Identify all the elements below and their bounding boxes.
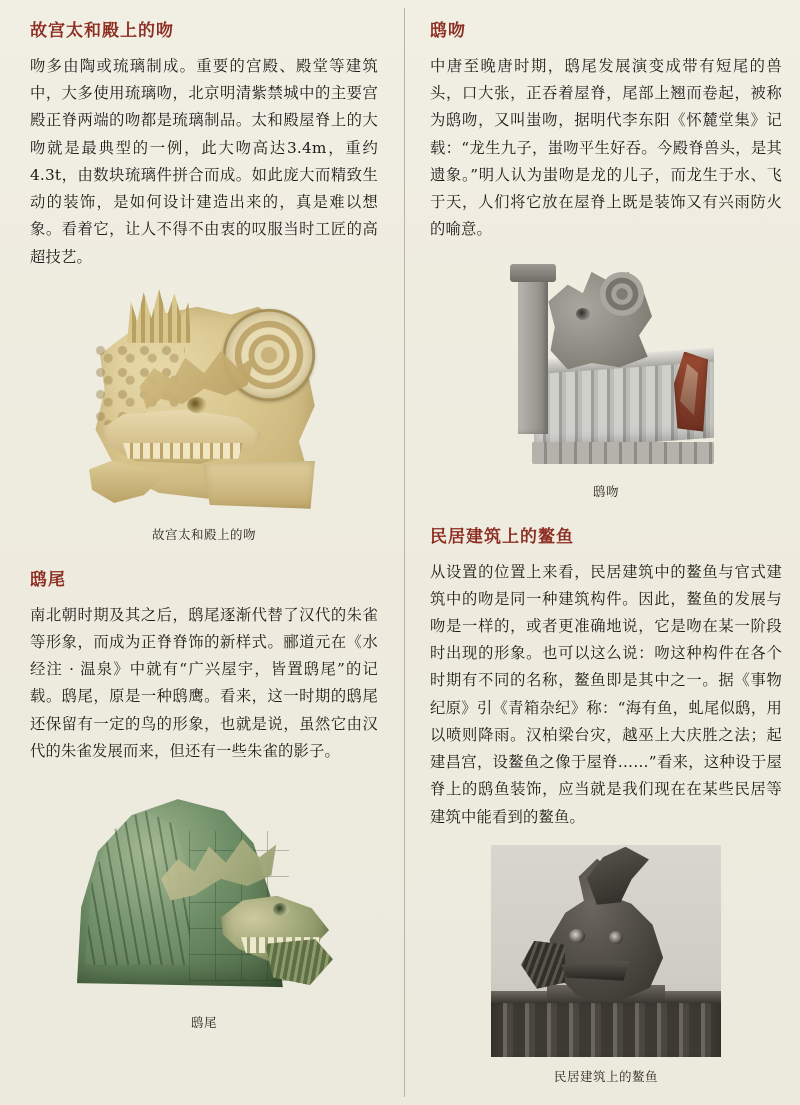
figure-caption-chiwei: 鸱尾 [190,1015,217,1031]
column-divider [404,8,405,1097]
dragon-teeth-shape [123,443,243,459]
figure-aoyu [430,845,782,1085]
eave-bracket-shape [532,442,714,464]
chiwen-eye-shape [576,308,590,320]
vertical-ridge-shape [518,274,548,434]
section-paragraph-chiwen: 中唐至晚唐时期，鸱尾发展演变成带有短尾的兽头，口大张，正吞着屋脊，尾部上翘而卷起，被称为鸱吻，又叫蚩吻，据明代李东阳《怀麓堂集》记载：“龙生九子，蚩吻平生好吞。今殿脊兽头，是其遗象。”明人认为蚩吻是龙的儿子，而龙生于水、飞于天，人们将它放在屋脊上既是装饰又有兴雨防火的喻意。 [430,57,782,239]
section-heading-taihedian-wen: 故宫太和殿上的吻 [30,21,174,41]
section-heading-aoyu: 民居建筑上的鳌鱼 [430,526,574,547]
aoyu-right-eye-shape [609,931,623,944]
aoyu-stone-fish-illustration [491,845,721,1057]
section-paragraph-aoyu: 从设置的位置上来看，民居建筑中的鳌鱼与官式建筑中的吻是同一种建筑构件。因此，鳌鱼的发展与吻是一样的，或者更准确地说，它是吻在某一阶段时出现的形象。也可以这么说：吻这种构件在各个时期有不同的名称，鳌鱼即是其中之一。据《事物纪原》引《青箱杂纪》称：“海有鱼，虬尾似鸱，用以喷则降雨。汉柏梁台灾，越巫上大庆胜之法；起建昌宫，设鳌鱼之像于屋脊……”看来，这种设于屋脊上的鸱鱼装饰，应当就是我们现在在某些民居等建筑中能看到的鳌鱼。 [430,562,782,826]
green-glazed-chiwei-illustration [69,779,339,1003]
chiwen-curled-tail-shape [600,272,644,316]
ridge-top-ornament-shape [510,264,556,282]
ridge-tile-block-shape [203,461,315,509]
figure-caption-chiwen: 鸱吻 [592,483,619,499]
figure-glazed-dragon-head [30,285,378,543]
chiwei-eye-shape [273,903,289,916]
glazed-dragon-head-illustration [83,285,325,515]
figure-chiwei [30,779,378,1031]
left-column [30,14,406,1095]
chiwen-on-tiled-roof-illustration [488,258,724,472]
right-column [406,14,782,1095]
figure-caption-aoyu: 民居建筑上的鳌鱼 [553,1068,658,1084]
figure-caption-glazed-dragon-head: 故宫太和殿上的吻 [151,526,256,542]
section-heading-chiwen: 鸱吻 [430,21,466,41]
section-paragraph-chiwei: 南北朝时期及其之后，鸱尾逐渐代替了汉代的朱雀等形象，而成为正脊脊饰的新样式。郦道元在《水经注 · 温泉》中就有“广兴屋宇，皆置鸱尾”的记载。鸱尾，原是一种鸱鹰。看来，这一时期的鸱尾还保留有一定的鸟的形象，也就是说，虽然它由汉代的朱雀发展而来，但还有一些朱雀的影子。 [30,605,378,760]
section-paragraph-taihedian-wen: 吻多由陶或琉璃制成。重要的宫殿、殿堂等建筑中，大多使用琉璃吻，北京明清紫禁城中的主要宫殿正脊两端的吻都是琉璃制品。太和殿屋脊上的大吻就是最典型的一例，此大吻高达3.4m，重约4.3t，由数块琉璃件拼合而成。如此庞大而精致生动的装饰，是如何设计建造出来的，真是难以想象。看着它，让人不得不由衷的叹服当时工匠的高超技艺。 [30,57,378,266]
section-heading-chiwei: 鸱尾 [30,569,66,590]
aoyu-left-eye-shape [569,929,585,943]
figure-chiwen [430,258,782,500]
dragon-eye-shape [187,397,207,413]
